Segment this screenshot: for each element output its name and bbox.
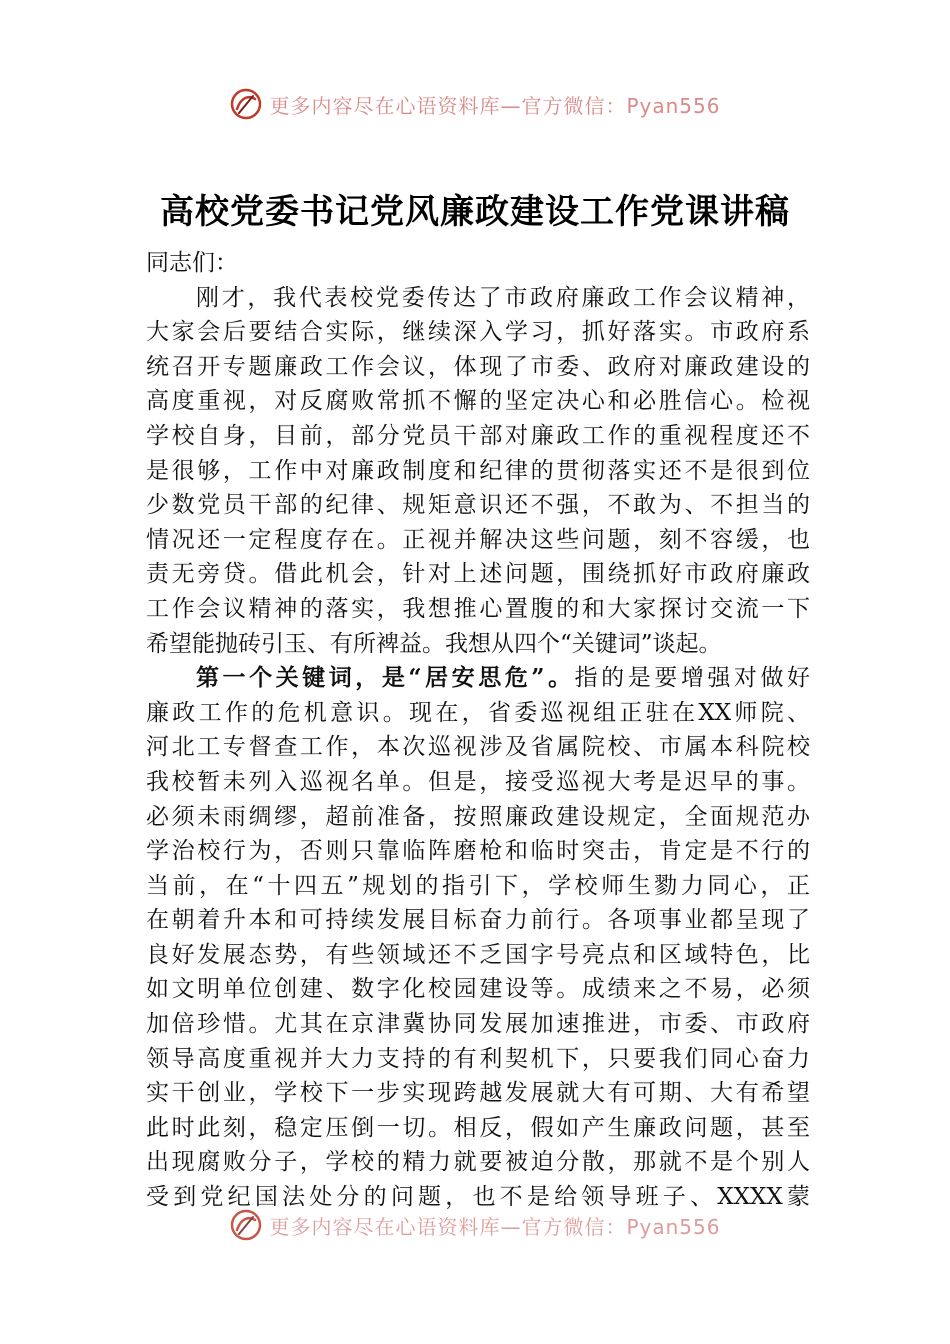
watermark-footer [0,1208,950,1242]
paragraph-line: 河北工专督查工作，本次巡视涉及省属院校、市属本科院校 [146,734,810,761]
paragraph-line: 加倍珍惜。尤其在京津冀协同发展加速推进，市委、市政府 [146,1011,810,1038]
document-title: 高校党委书记党风廉政建设工作党课讲稿 [160,192,790,232]
paragraph-line: 如文明单位创建、数字化校园建设等。成绩来之不易，必须 [146,976,810,1003]
paragraph-line: 良好发展态势，有些领域还不乏国字号亮点和区域特色，比 [146,941,810,968]
paragraph-line: 大家会后要结合实际，继续深入学习，抓好落实。市政府系 [146,319,810,346]
paragraph-line: 刚才，我代表校党委传达了市政府廉政工作会议精神， [196,284,810,311]
paragraph-line: 希望能抛砖引玉、有所裨益。我想从四个“关键词”谈起。 [146,630,722,657]
paragraph-line: 廉政工作的危机意识。现在，省委巡视组正驻在XX师院、 [146,699,810,726]
paragraph-line: 当前，在“十四五”规划的指引下，学校师生勠力同心，正 [146,872,810,899]
paragraph-line: 学治校行为，否则只靠临阵磨枪和临时突击，肯定是不行的 [146,838,810,865]
paragraph-line: 受到党纪国法处分的问题，也不是给领导班子、XXXX蒙 [146,1184,810,1211]
paragraph-line: 统召开专题廉政工作会议，体现了市委、政府对廉政建设的 [146,353,810,380]
paragraph-line: 情况还一定程度存在。正视并解决这些问题，刻不容缓，也 [146,526,810,553]
paragraph-line: 是很够，工作中对廉政制度和纪律的贯彻落实还不是很到位 [146,457,810,484]
watermark-header [0,84,950,124]
paragraph-line: 领导高度重视并大力支持的有利契机下，只要我们同心奋力 [146,1045,810,1072]
keyword-heading-line [146,661,810,696]
paragraph-line: 此时此刻，稳定压倒一切。相反，假如产生廉政问题，甚至 [146,1114,810,1141]
salutation: 同志们： [146,250,238,276]
paragraph-line: 高度重视，对反腐败常抓不懈的坚定决心和必胜信心。检视 [146,388,810,415]
paragraph-line: 必须未雨绸缪，超前准备，按照廉政建设规定，全面规范办 [146,803,810,830]
document-body [146,246,810,1215]
watermark-text: 更多内容尽在心语资料库—官方微信：Pyan556 [269,93,721,118]
paragraph-line: 实干创业，学校下一步实现跨越发展就大有可期、大有希望 [146,1080,810,1107]
watermark-text: 更多内容尽在心语资料库—官方微信：Pyan556 [269,1214,721,1239]
paragraph-line: 学校自身，目前，部分党员干部对廉政工作的重视程度还不 [146,422,810,449]
paragraph-line: 在朝着升本和可持续发展目标奋力前行。各项事业都呈现了 [146,907,810,934]
keyword-heading: 第一个关键词，是“居安思危”。 [196,664,575,692]
paragraph-line: 我校暂未列入巡视名单。但是，接受巡视大考是迟早的事。 [146,768,810,795]
signature-pen-logo-icon [229,1208,263,1242]
paragraph-line: 责无旁贷。借此机会，针对上述问题，围绕抓好市政府廉政 [146,561,810,588]
paragraph-line: 少数党员干部的纪律、规矩意识还不强，不敢为、不担当的 [146,492,810,519]
paragraph-line: 出现腐败分子，学校的精力就要被迫分散，那就不是个别人 [146,1149,810,1176]
paragraph-line: 工作会议精神的落实，我想推心置腹的和大家探讨交流一下 [146,595,810,622]
signature-pen-logo-icon [229,87,263,121]
keyword-heading-rest: 指的是要增强对做好 [574,665,810,692]
